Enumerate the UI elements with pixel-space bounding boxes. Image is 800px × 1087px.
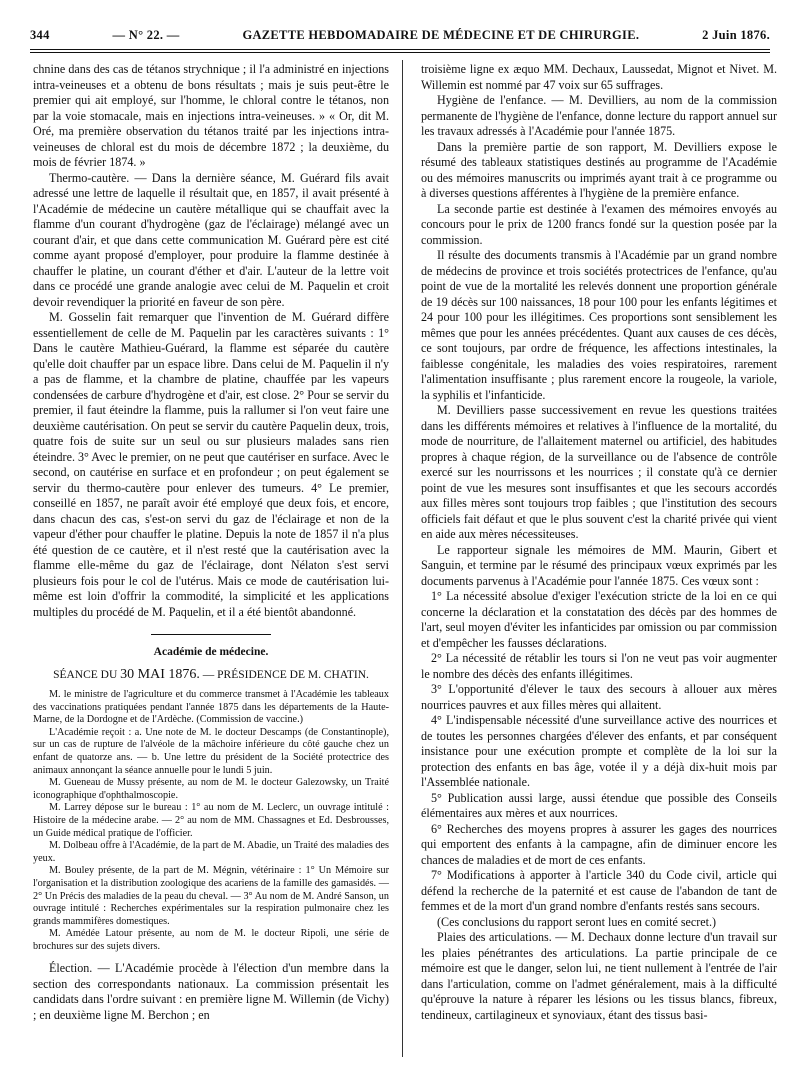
journal-title: GAZETTE HEBDOMADAIRE DE MÉDECINE ET DE CHIRURGIE. <box>242 28 640 42</box>
wish-item: 1° La nécessité absolue d'exiger l'exécution stricte de la loi en ce qui concerne la déclaration et la constatation des décès par des hommes de l'art, seul moyen d'éviter les infanticides par omission ou par commission et d'empêcher les fausses déclarations. <box>421 589 777 650</box>
paragraph: M. Devilliers passe successivement en revue les questions traitées dans les différents mémoires et relatives à l'influence de la mortalité, du mode de nourriture, de l'allaitement maternel ou artificiel, des habitudes propres à chaque région, de la surveillance ou de l'absence de contrôle exercé sur les nourrissons et les nourrices ; il constate qu'à ce dernier point de vue les mesures sont insuffisantes et que les secours accordés aux filles mères sont toujours trop faibles ; que l'institution des secours officiels fait défaut et que le plus souvent c'est la charité privée qui vient en aide aux mères nécessiteuses. <box>421 403 777 541</box>
page-number: 344 <box>30 28 50 42</box>
seance-date: 30 MAI 1876. <box>120 666 200 682</box>
paragraph: chnine dans des cas de tétanos strychnique ; il l'a administré en injections intra-veineuses et a obtenu de bons résultats ; mais je suis peut-être le premier qui ait employé, sur l'homme, le chloral contre le tétanos, non par la voie stomacale, mais en injections intra-veineuses. » « Or, dit M. Oré, ma première observation du tétanos traité par les injections intra-veineuses de chloral est du mois de décembre 1872 ; la deuxième, du mois de février 1874. » <box>33 62 389 169</box>
running-header <box>30 28 770 43</box>
issue-date: 2 Juin 1876. <box>702 28 770 42</box>
paragraph: Dans la première partie de son rapport, M. Devilliers expose le résumé des tableaux statistiques destinés au programme de l'Académie ou des mémoires manuscrits ou imprimés ayant trait à ce programme ou à diverses questions afférentes à l'hygiène de la première enfance. <box>421 139 777 200</box>
correspondence-item: M. Amédée Latour présente, au nom de M. le docteur Ripoli, une série de brochures sur des sujets divers. <box>33 928 389 952</box>
wish-item: 4° L'indispensable nécessité d'une surveillance active des nourrices et de toutes les personnes chargées d'élever des enfants, et par conséquent insistance pour une exécution prompte et complète de la loi sur la protection des enfants en bas âge, votée il y a déjà dix-huit mois par l'Assemblée nationale. <box>421 713 777 789</box>
paragraph-hygiene: Hygiène de l'enfance. — M. Devilliers, au nom de la commission permanente de l'hygiène de l'enfance, donne lecture du rapport annuel sur les travaux adressés à l'Académie pour l'année 1875. <box>421 93 777 138</box>
paragraph: La seconde partie est destinée à l'examen des mémoires envoyés au concours pour le prix de 1200 francs fondé sur la question posée par la commission. <box>421 201 777 247</box>
correspondence-item: L'Académie reçoit : a. Une note de M. le docteur Descamps (de Constantinople), sur un cas de rupture de l'alvéole de la mâchoire inférieure du côté gauche chez un enfant de quatorze ans. — b. Une lettre du président de la Société protectrice des animaux annonçant la séance annuelle pour le lundi 5 juin. <box>33 726 389 776</box>
paragraph-thermo-cautere: Thermo-cautère. — Dans la dernière séance, M. Guérard fils avait adressé une lettre de laquelle il résultait que, en 1857, il avait présenté à l'Académie de médecine un cautère métallique qui se chauffait avec la flamme d'un courant d'hydrogène (gaz de l'éclairage) mélangé avec un courant d'air, et que dans cette communication M. Guérard père est cité comme ayant proposé d'employer, pour produire la flamme destinée à chauffer le platine, un courant d'éther et d'air. L'auteur de la lettre voit dans ce procédé une grande analogie avec celui de M. Paquelin et croit devoir revendiquer la priorité en faveur de son père. <box>33 170 389 309</box>
seance-prefix: SÉANCE DU <box>53 668 118 681</box>
issue-number: — N° 22. — <box>112 28 180 42</box>
paragraph: troisième ligne ex æquo MM. Dechaux, Laussedat, Mignot et Nivet. M. Willemin est nommé par 47 voix sur 65 suffrages. <box>421 62 777 92</box>
wish-item: 5° Publication aussi large, aussi étendue que possible des Conseils élémentaires aux mères et aux nourrices. <box>421 790 777 820</box>
paragraph-election: Élection. — L'Académie procède à l'élection d'un membre dans la section des correspondants nationaux. La commission présentait les candidats dans l'ordre suivant : en première ligne M. Willemin (de Vichy) ; en deuxième ligne M. Berchon ; en <box>33 961 389 1022</box>
section-title: Académie de médecine. <box>153 646 269 658</box>
paragraph-plaies: Plaies des articulations. — M. Dechaux donne lecture d'un travail sur les plaies pénétrantes des articulations. La partie principale de ce mémoire est que le danger, selon lui, ne tient nullement à l'entrée de l'air dans l'articulation, comme on l'admet généralement, mais à la difficulté qu'éprouve la nature à réparer les lésions ou les tissus blancs, fibreux, tendineux, cartilagineux et synoviaux, étant des tissus basi- <box>421 930 777 1022</box>
header-rule <box>30 49 770 53</box>
correspondence-block <box>33 689 389 953</box>
section-divider <box>151 634 271 635</box>
correspondence-item: M. le ministre de l'agriculture et du commerce transmet à l'Académie les tableaux des vaccinations pratiquées pendant l'année 1875 dans les départements de la Haute-Marne, de la Dordogne et de l'Ardèche. (Commission de vaccine.) <box>33 689 389 726</box>
wish-item: 2° La nécessité de rétablir les tours si l'on ne veut pas voir augmenter le nombre des décès des enfants illégitimes. <box>421 651 777 681</box>
seance-line <box>33 667 389 684</box>
correspondence-item: M. Bouley présente, de la part de M. Mégnin, vétérinaire : 1° Un Mémoire sur l'organisation et la distribution zoologique des acariens de la famille des gamasidés. — 2° Un Précis des maladies de la peau du cheval. — 3° Au nom de M. André Sanson, un ouvrage intitulé : Recherches expérimentales sur la respiration pulmonaire chez les grands mammifères domestiques. <box>33 865 389 927</box>
correspondence-item: M. Larrey dépose sur le bureau : 1° au nom de M. Leclerc, un ouvrage intitulé : Histoire de la médecine arabe. — 2° au nom de MM. Chassagnes et Ed. Desbrousses, un Guide médical pratique de l'officier. <box>33 802 389 839</box>
right-column <box>421 62 777 1023</box>
paragraph: Le rapporteur signale les mémoires de MM. Maurin, Gibert et Sanguin, et termine par le résumé des principaux vœux exprimés par les documents parvenus à l'Académie pour l'année 1875. Ces vœux sont : <box>421 542 777 588</box>
wish-item: 7° Modifications à apporter à l'article 340 du Code civil, article qui défend la recherche de la paternité et est cause de l'abandon de tant de femmes et de la mort d'un grand nombre d'enfants restés sans secours. <box>421 868 777 913</box>
wish-item: 3° L'opportunité d'élever le taux des secours à allouer aux mères nourrices pauvres et aux filles mères qui allaitent. <box>421 682 777 712</box>
correspondence-item: M. Dolbeau offre à l'Académie, de la part de M. Abadie, un Traité des maladies des yeux. <box>33 840 389 864</box>
paragraph: M. Gosselin fait remarquer que l'invention de M. Guérard diffère essentiellement de celle de M. Paquelin par les caractères suivants : 1° Dans le cautère Mathieu-Guérard, la flamme est séparée du cautère qu'elle doit chauffer par un espace libre. Dans celui de M. Paquelin il n'y a pas de flamme, et la chambre de platine, chauffée par les vapeurs condensées de carbure d'hydrogène et d'air, est close. 2° Pour se servir du premier, il faut éteindre la flamme, puis la rallumer si l'on veut faire une deuxième cautérisation. On peut se servir du cautère Paquelin deux, trois, quatre fois de suite sur un seul ou sur plusieurs malades sans rien éteindre. 3° Avec le premier, on ne peut que cautériser en surface. Avec le second, on cautérise en surface et en profondeur ; on peut également se servir du thermo-cautère pour enlever des tumeurs. 4° Le premier, conseillé en 1857, ne paraît avoir été employé que deux fois, et encore, dans chacun des cas, s'est-on servi du gaz de l'éclairage et non de la vapeur d'éther pour chauffer le platine. Depuis la note de 1857 il n'a plus été question de ce cautère, et il n'est resté que la cautérisation avec la flamme elle-même du gaz de l'éclairage, dont Nélaton s'est servi plusieurs fois pour le col de l'utérus. Mais ce mode de cautérisation lui-même est loin d'offrir la commodité, la simplicité et les applications multiples du procédé de M. Paquelin, et il a été bientôt abandonné. <box>33 310 389 619</box>
wish-item: 6° Recherches des moyens propres à assurer les gages des nourrices qui emportent des enfants à la campagne, afin de diminuer encore les chances de maladies et de mort de ces enfants. <box>421 821 777 867</box>
left-column <box>33 62 389 1023</box>
seance-president: — PRÉSIDENCE DE M. CHATIN. <box>202 668 369 681</box>
paragraph: Il résulte des documents transmis à l'Académie par un grand nombre de médecins de province et trois sociétés protectrices de l'enfance, qu'au point de vue de la mortalité les relevés donnent une proportion générale de 19 décès sur 100 naissances, 18 pour 100 pour les enfants légitimes et 24 pour 100 pour les illégitimes. Ces proportions sont sensiblement les mêmes que pour les années précédentes. Quant aux causes de ces décès, ce sont toujours, par ordre de fréquence, les affections intestinales, la faiblesse congénitale, les maladies des voies respiratoires, rarement l'alimentation insuffisante ; plus rarement encore la rougeole, la variole, la syphilis et l'infanticide. <box>421 248 777 402</box>
correspondence-item: M. Gueneau de Mussy présente, au nom de M. le docteur Galezowsky, un Traité iconographique d'ophthalmoscopie. <box>33 777 389 801</box>
column-divider <box>402 60 403 1057</box>
wishes-list <box>421 589 777 915</box>
paragraph-comite-secret: (Ces conclusions du rapport seront lues en comité secret.) <box>437 914 717 929</box>
